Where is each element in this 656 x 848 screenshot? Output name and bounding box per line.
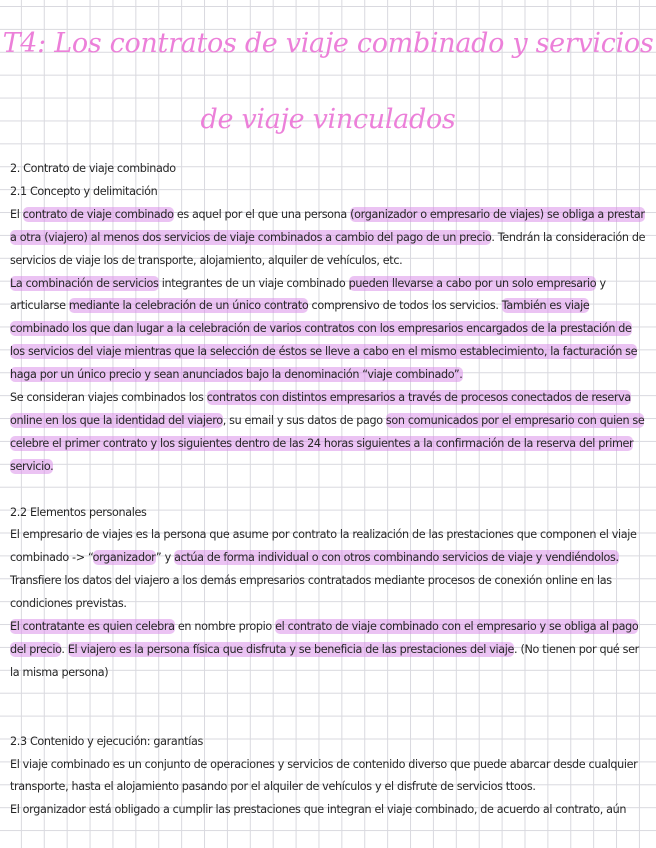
paragraph: El contrato de viaje combinado es aquel por el que una persona (organizador o empresario de viajes) se obliga a prestar a otra (viajero) al menos dos servicios de viaje combinados a cambio del pago de un precio. Tendrán la consideración de servicios de viaje los de transporte, alojamiento, alquiler de vehículos, etc. <box>10 207 646 267</box>
page-title: T4: Los contratos de viaje combinado y servicios <box>2 28 654 59</box>
highlight: mediante la celebración de un único contrato <box>68 299 309 313</box>
highlight: El viajero es la persona física que disfruta y se beneficia de las prestaciones del viaje <box>67 643 515 657</box>
subsection-heading: 2.1 Concepto y delimitación <box>10 184 158 198</box>
notes-body <box>10 158 646 822</box>
paragraph: El viaje combinado es un conjunto de operaciones y servicios de contenido diverso que puede abarcar desde cualquier transporte, hasta el alojamiento pasando por el alquiler de vehículos y el disfrute de servicios ttoos. <box>10 757 638 794</box>
highlight: También es viaje combinado los que dan lugar a la celebración de varios contratos con los empresarios encargados de la prestación de los servicios del viaje mientras que la selección de éstos se lleve a cabo en el mismo establecimiento, la facturación se haga por un único precio y sean anunciados bajo la denominación “viaje combinado”. <box>10 299 638 382</box>
highlight: son comunicados por el empresario con quien se celebre el primer contrato y los siguientes dentro de las 24 horas siguientes a la confirmación de la reserva del primer servicio. <box>10 413 645 473</box>
highlight: (organizador o empresario de viajes) se obliga a prestar a otra (viajero) al menos dos servicios de viaje combinados a cambio del pago de un precio <box>10 207 645 244</box>
highlight: el contrato de viaje combinado con el empresario y se obliga al pago del precio <box>10 620 639 657</box>
highlight: actúa de forma individual o con otros combinando servicios de viaje y vendiéndolos. <box>174 551 619 565</box>
highlight: La combinación de servicios <box>10 276 159 290</box>
section-heading: 2. Contrato de viaje combinado <box>10 162 176 175</box>
paragraph: El empresario de viajes es la persona que asume por contrato la realización de las prestaciones que componen el viaje combinado -> “organizador” y actúa de forma individual o con otros combinando servicios de viaje y vendiéndolos. Transfiere los datos del viajero a los demás empresarios contratados mediante procesos de conexión online en las condiciones previstas. <box>10 528 637 611</box>
highlight: contrato de viaje combinado <box>22 207 174 221</box>
paragraph: El contratante es quien celebra en nombre propio el contrato de viaje combinado con el empresario y se obliga al pago del precio. El viajero es la persona física que disfruta y se beneficia de las prestaciones del viaje. (No tienen por qué ser la misma persona) <box>10 620 639 679</box>
highlight: pueden llevarse a cabo por un solo empresario <box>348 276 597 290</box>
highlight: organizador <box>92 551 156 565</box>
highlight: contratos con distintos empresarios a través de procesos conectados de reserva online en los que la identidad del viajero <box>10 391 631 427</box>
spacer <box>10 479 646 502</box>
subsection-heading: 2.2 Elementos personales <box>10 505 147 519</box>
highlight: El contratante es quien celebra <box>10 620 175 634</box>
paragraph: El organizador está obligado a cumplir las prestaciones que integran el viaje combinado, de acuerdo al contrato, aún <box>10 803 627 817</box>
paragraph: La combinación de servicios integrantes de un viaje combinado pueden llevarse a cabo por un solo empresario y articularse mediante la celebración de un único contrato comprensivo de todos los servicios. También es viaje combinado los que dan lugar a la celebración de varios contratos con los empresarios encargados de la prestación de los servicios del viaje mientras que la selección de éstos se lleve a cabo en el mismo establecimiento, la facturación se haga por un único precio y sean anunciados bajo la denominación “viaje combinado”. <box>10 276 638 382</box>
page-title-line2: de viaje vinculados <box>200 104 456 135</box>
subsection-heading: 2.3 Contenido y ejecución: garantías <box>10 734 203 748</box>
spacer <box>10 685 646 731</box>
paragraph: Se consideran viajes combinados los contratos con distintos empresarios a través de procesos conectados de reserva online en los que la identidad del viajero, su email y sus datos de pago son comunicados por el empresario con quien se celebre el primer contrato y los siguientes dentro de las 24 horas siguientes a la confirmación de la reserva del primer servicio. <box>10 391 645 473</box>
